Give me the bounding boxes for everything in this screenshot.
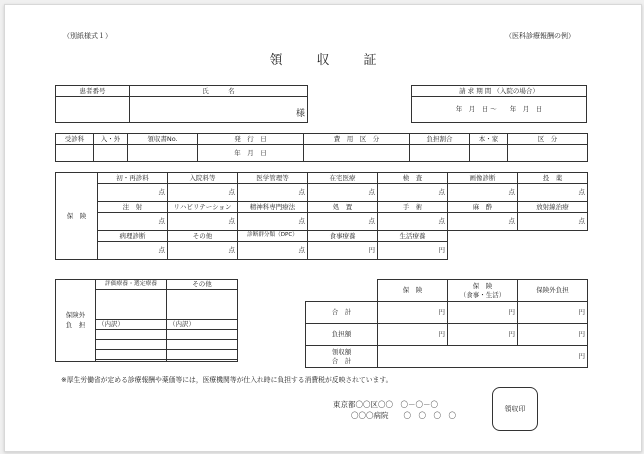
item-header: 精神科専門療法 [238,202,308,213]
visit-cell [470,145,508,162]
visit-header-inout: 入・外 [94,134,128,145]
self-pay-col-other: その他 [167,280,238,290]
point-cell: 点 [168,184,238,202]
yen-cell: 円 [518,302,588,324]
summary-header-other: 保険外負担 [518,280,588,302]
hospital-name: 〇〇〇病院 〇 〇 〇 〇 [351,411,456,420]
blank-area [448,242,588,260]
breakdown-row [167,330,238,340]
item-header: 食事療養 [308,231,378,242]
visit-header-insured-family: 本・家 [470,134,508,145]
item-header: 生活療養 [378,231,448,242]
point-cell: 点 [518,213,588,231]
receipt-form [4,4,642,452]
yen-cell: 円 [518,324,588,346]
patient-number-header: 患者番号 [56,86,130,97]
breakdown-label: （内訳） [167,320,238,330]
blank-area [448,231,588,242]
point-cell: 点 [448,184,518,202]
item-header: 注 射 [98,202,168,213]
visit-header-issue-date: 発 行 日 [198,134,304,145]
summary-received-line1: 領収額 [331,348,352,357]
point-cell: 点 [308,213,378,231]
item-header: 初・再診料 [98,173,168,184]
self-pay-label-line2: 負 担 [65,320,86,329]
patient-name-cell: 様 [130,97,308,123]
yen-cell: 円 [308,242,378,260]
point-cell: 点 [378,213,448,231]
insurance-points-table [55,172,588,260]
item-header: 検 査 [378,173,448,184]
summary-header-food-line1: 保 険 [472,282,493,291]
summary-table [305,279,588,368]
summary-row-copay: 負担額 [306,324,378,346]
breakdown-row [96,330,167,340]
visit-cell [94,145,128,162]
self-pay-label [56,280,96,362]
form-example-note: （医科診療報酬の例） [505,32,575,40]
patient-table [55,85,308,123]
point-cell: 点 [168,242,238,260]
self-pay-cell [96,290,167,320]
summary-corner [306,280,378,302]
footer-note: ※厚生労働省が定める診療報酬や薬価等には，医療機関等が仕入れ時に負担する消費税が反映されています。 [61,376,393,384]
patient-number-cell [56,97,130,123]
self-pay-table [55,279,238,362]
breakdown-label: （内訳） [96,320,167,330]
visit-header-dept: 受診科 [56,134,94,145]
yen-cell: 円 [378,324,448,346]
point-cell: 点 [308,184,378,202]
self-pay-cell [167,290,238,320]
summary-received-line2: 合 計 [331,356,352,365]
yen-cell: 円 [378,242,448,260]
point-cell: 点 [238,242,308,260]
receipt-stamp-box [492,387,538,431]
point-cell: 点 [238,184,308,202]
summary-header-food [448,280,518,302]
visit-header-copay-ratio: 負担割合 [410,134,470,145]
insurance-label: 保 険 [56,173,98,260]
visit-cell [410,145,470,162]
page-title: 領収証 [269,53,411,68]
visit-header-cost-category: 費 用 区 分 [304,134,410,145]
point-cell: 点 [238,213,308,231]
yen-cell: 円 [448,302,518,324]
point-cell: 点 [378,184,448,202]
visit-header-receipt-no: 領収書No. [128,134,198,145]
breakdown-row [96,340,167,350]
item-header: 麻 酔 [448,202,518,213]
point-cell: 点 [518,184,588,202]
item-header: 診断群分類（DPC） [238,231,308,242]
breakdown-row [96,350,167,360]
breakdown-row [167,350,238,360]
item-header: 放射線治療 [518,202,588,213]
visit-cell [304,145,410,162]
item-header: リハビリテーション [168,202,238,213]
summary-row-total: 合 計 [306,302,378,324]
visit-cell [56,145,94,162]
item-header: 処 置 [308,202,378,213]
summary-row-received [306,346,378,368]
visit-header-category: 区 分 [508,134,588,145]
billing-period-header: 請 求 期 間 （入院の場合） [412,86,587,97]
billing-period-value: 年 月 日 ～ 年 月 日 [412,97,587,123]
visit-cell [508,145,588,162]
point-cell: 点 [168,213,238,231]
breakdown-row [167,360,238,362]
visit-table [55,133,588,162]
point-cell: 点 [98,242,168,260]
breakdown-row [96,360,167,362]
hospital-address: 東京都〇〇区〇〇 〇－〇－〇 [333,400,438,409]
point-cell: 点 [98,184,168,202]
visit-cell [128,145,198,162]
item-header: 在宅医療 [308,173,378,184]
item-header: 投 薬 [518,173,588,184]
billing-period-table [411,85,587,123]
summary-header-food-line2: （食事・生活） [459,290,506,299]
item-header: 画像診断 [448,173,518,184]
issue-date-value: 年 月 日 [198,145,304,162]
item-header: その他 [168,231,238,242]
item-header: 入院料等 [168,173,238,184]
receipt-stamp-label: 領収印 [504,405,526,413]
received-total-cell: 円 [378,346,588,368]
form-number: （別紙様式１） [63,32,112,40]
point-cell: 点 [448,213,518,231]
patient-name-header: 氏 名 [130,86,308,97]
self-pay-label-line1: 保険外 [65,310,86,319]
item-header: 手 術 [378,202,448,213]
item-header: 医学管理等 [238,173,308,184]
breakdown-row [167,340,238,350]
summary-header-insurance: 保 険 [378,280,448,302]
item-header: 病理診断 [98,231,168,242]
self-pay-col-elective: 評価療養・選定療養 [96,280,167,290]
yen-cell: 円 [448,324,518,346]
yen-cell: 円 [378,302,448,324]
point-cell: 点 [98,213,168,231]
